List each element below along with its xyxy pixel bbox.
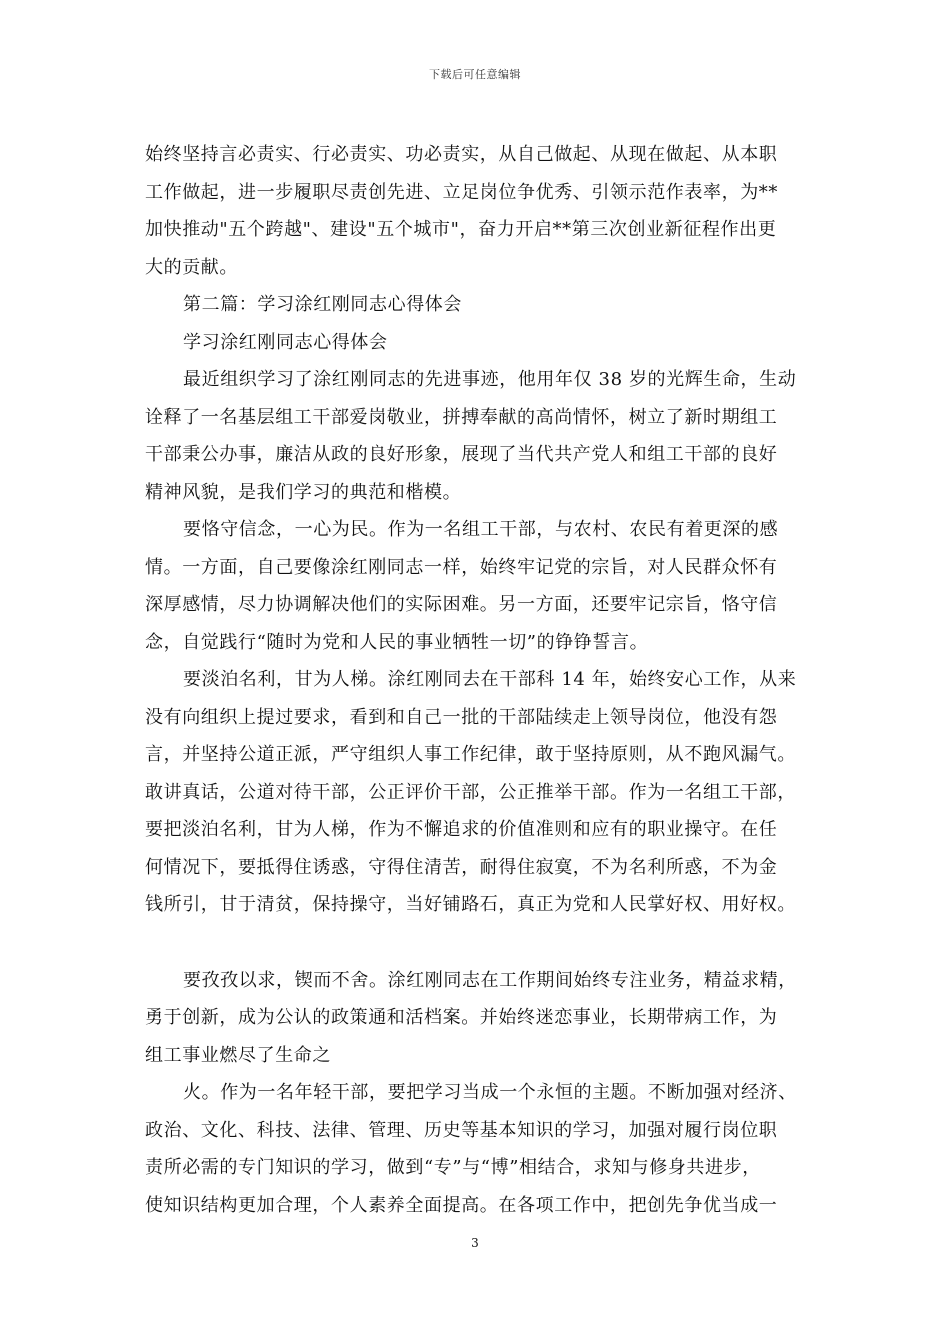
text-line: 要淡泊名利，甘为人梯。涂红刚同去在干部科 14 年，始终安心工作，从来 bbox=[183, 669, 797, 690]
article-title bbox=[145, 324, 810, 362]
text-line: 第二篇：学习涂红刚同志心得体会 bbox=[183, 294, 462, 315]
text-line: 火。作为一名年轻干部，要把学习当成一个永恒的主题。不断加强对经济、 bbox=[183, 1082, 797, 1103]
paragraph bbox=[145, 1074, 810, 1224]
text-line: 最近组织学习了涂红刚同志的先进事迹，他用年仅 38 岁的光辉生命，生动 bbox=[183, 369, 797, 390]
text-line: 工作做起，进一步履职尽责创先进、立足岗位争优秀、引领示范作表率，为** bbox=[145, 181, 778, 203]
text-line: 钱所引，甘于清贫，保持操守，当好铺路石，真正为党和人民掌好权、用好权。 bbox=[145, 894, 796, 915]
text-line: 要孜孜以求，锲而不舍。涂红刚同志在工作期间始终专注业务，精益求精， bbox=[183, 969, 797, 991]
text-line: 干部秉公办事，廉洁从政的良好形象，展现了当代共产党人和组工干部的良好 bbox=[145, 444, 778, 465]
text-line: 组工事业燃尽了生命之 bbox=[145, 1044, 331, 1066]
text-line: 责所必需的专门知识的学习，做到“专”与“博”相结合，求知与修身共进步， bbox=[145, 1157, 761, 1178]
text-line: 大的贡献。 bbox=[145, 256, 238, 278]
text-line: 何情况下，要抵得住诱惑，守得住清苦，耐得住寂寞，不为名利所惑，不为金 bbox=[145, 856, 778, 878]
text-line: 使知识结构更加合理，个人素养全面提高。在各项工作中，把创先争优当成一 bbox=[145, 1194, 778, 1216]
paragraph bbox=[145, 661, 810, 924]
text-line: 要恪守信念，一心为民。作为一名组工干部，与农村、农民有着更深的感 bbox=[183, 519, 779, 540]
page-number: 3 bbox=[471, 1236, 479, 1250]
text-line: 念，自觉践行“随时为党和人民的事业牺牲一切”的铮铮誓言。 bbox=[145, 631, 649, 653]
text-line: 要把淡泊名利，甘为人梯，作为不懈追求的价值准则和应有的职业操守。在任 bbox=[145, 819, 778, 840]
text-line: 学习涂红刚同志心得体会 bbox=[183, 331, 388, 353]
text-line: 精神风貌，是我们学习的典范和楷模。 bbox=[145, 481, 462, 503]
paragraph bbox=[145, 511, 810, 661]
text-line: 敢讲真话，公道对待干部，公正评价干部，公正推举干部。作为一名组工干部， bbox=[145, 781, 796, 803]
paragraph bbox=[145, 136, 810, 286]
section-heading bbox=[145, 286, 810, 324]
text-line: 始终坚持言必责实、行必责实、功必责实，从自己做起、从现在做起、从本职 bbox=[145, 144, 778, 165]
text-line: 没有向组织上提过要求，看到和自己一批的干部陆续走上领导岗位，他没有怨 bbox=[145, 706, 778, 728]
paragraph-gap bbox=[145, 924, 810, 962]
text-line: 深厚感情，尽力协调解决他们的实际困难。另一方面，还要牢记宗旨，恪守信 bbox=[145, 594, 778, 615]
text-line: 诠释了一名基层组工干部爱岗敬业，拼搏奉献的高尚情怀，树立了新时期组工 bbox=[145, 406, 778, 428]
paragraph bbox=[145, 962, 810, 1075]
text-line: 加快推动"五个跨越"、建设"五个城市"，奋力开启**第三次创业新征程作出更 bbox=[145, 219, 777, 240]
text-line: 言，并坚持公道正派，严守组织人事工作纪律，敢于坚持原则，从不跑风漏气。 bbox=[145, 744, 796, 765]
document-body bbox=[145, 136, 810, 1224]
text-line: 情。一方面，自己要像涂红刚同志一样，始终牢记党的宗旨，对人民群众怀有 bbox=[145, 556, 778, 578]
text-line: 政治、文化、科技、法律、管理、历史等基本知识的学习，加强对履行岗位职 bbox=[145, 1119, 778, 1141]
page-header: 下载后可任意编辑 bbox=[429, 68, 521, 81]
paragraph bbox=[145, 361, 810, 511]
text-line: 勇于创新，成为公认的政策通和活档案。并始终迷恋事业，长期带病工作，为 bbox=[145, 1007, 778, 1028]
